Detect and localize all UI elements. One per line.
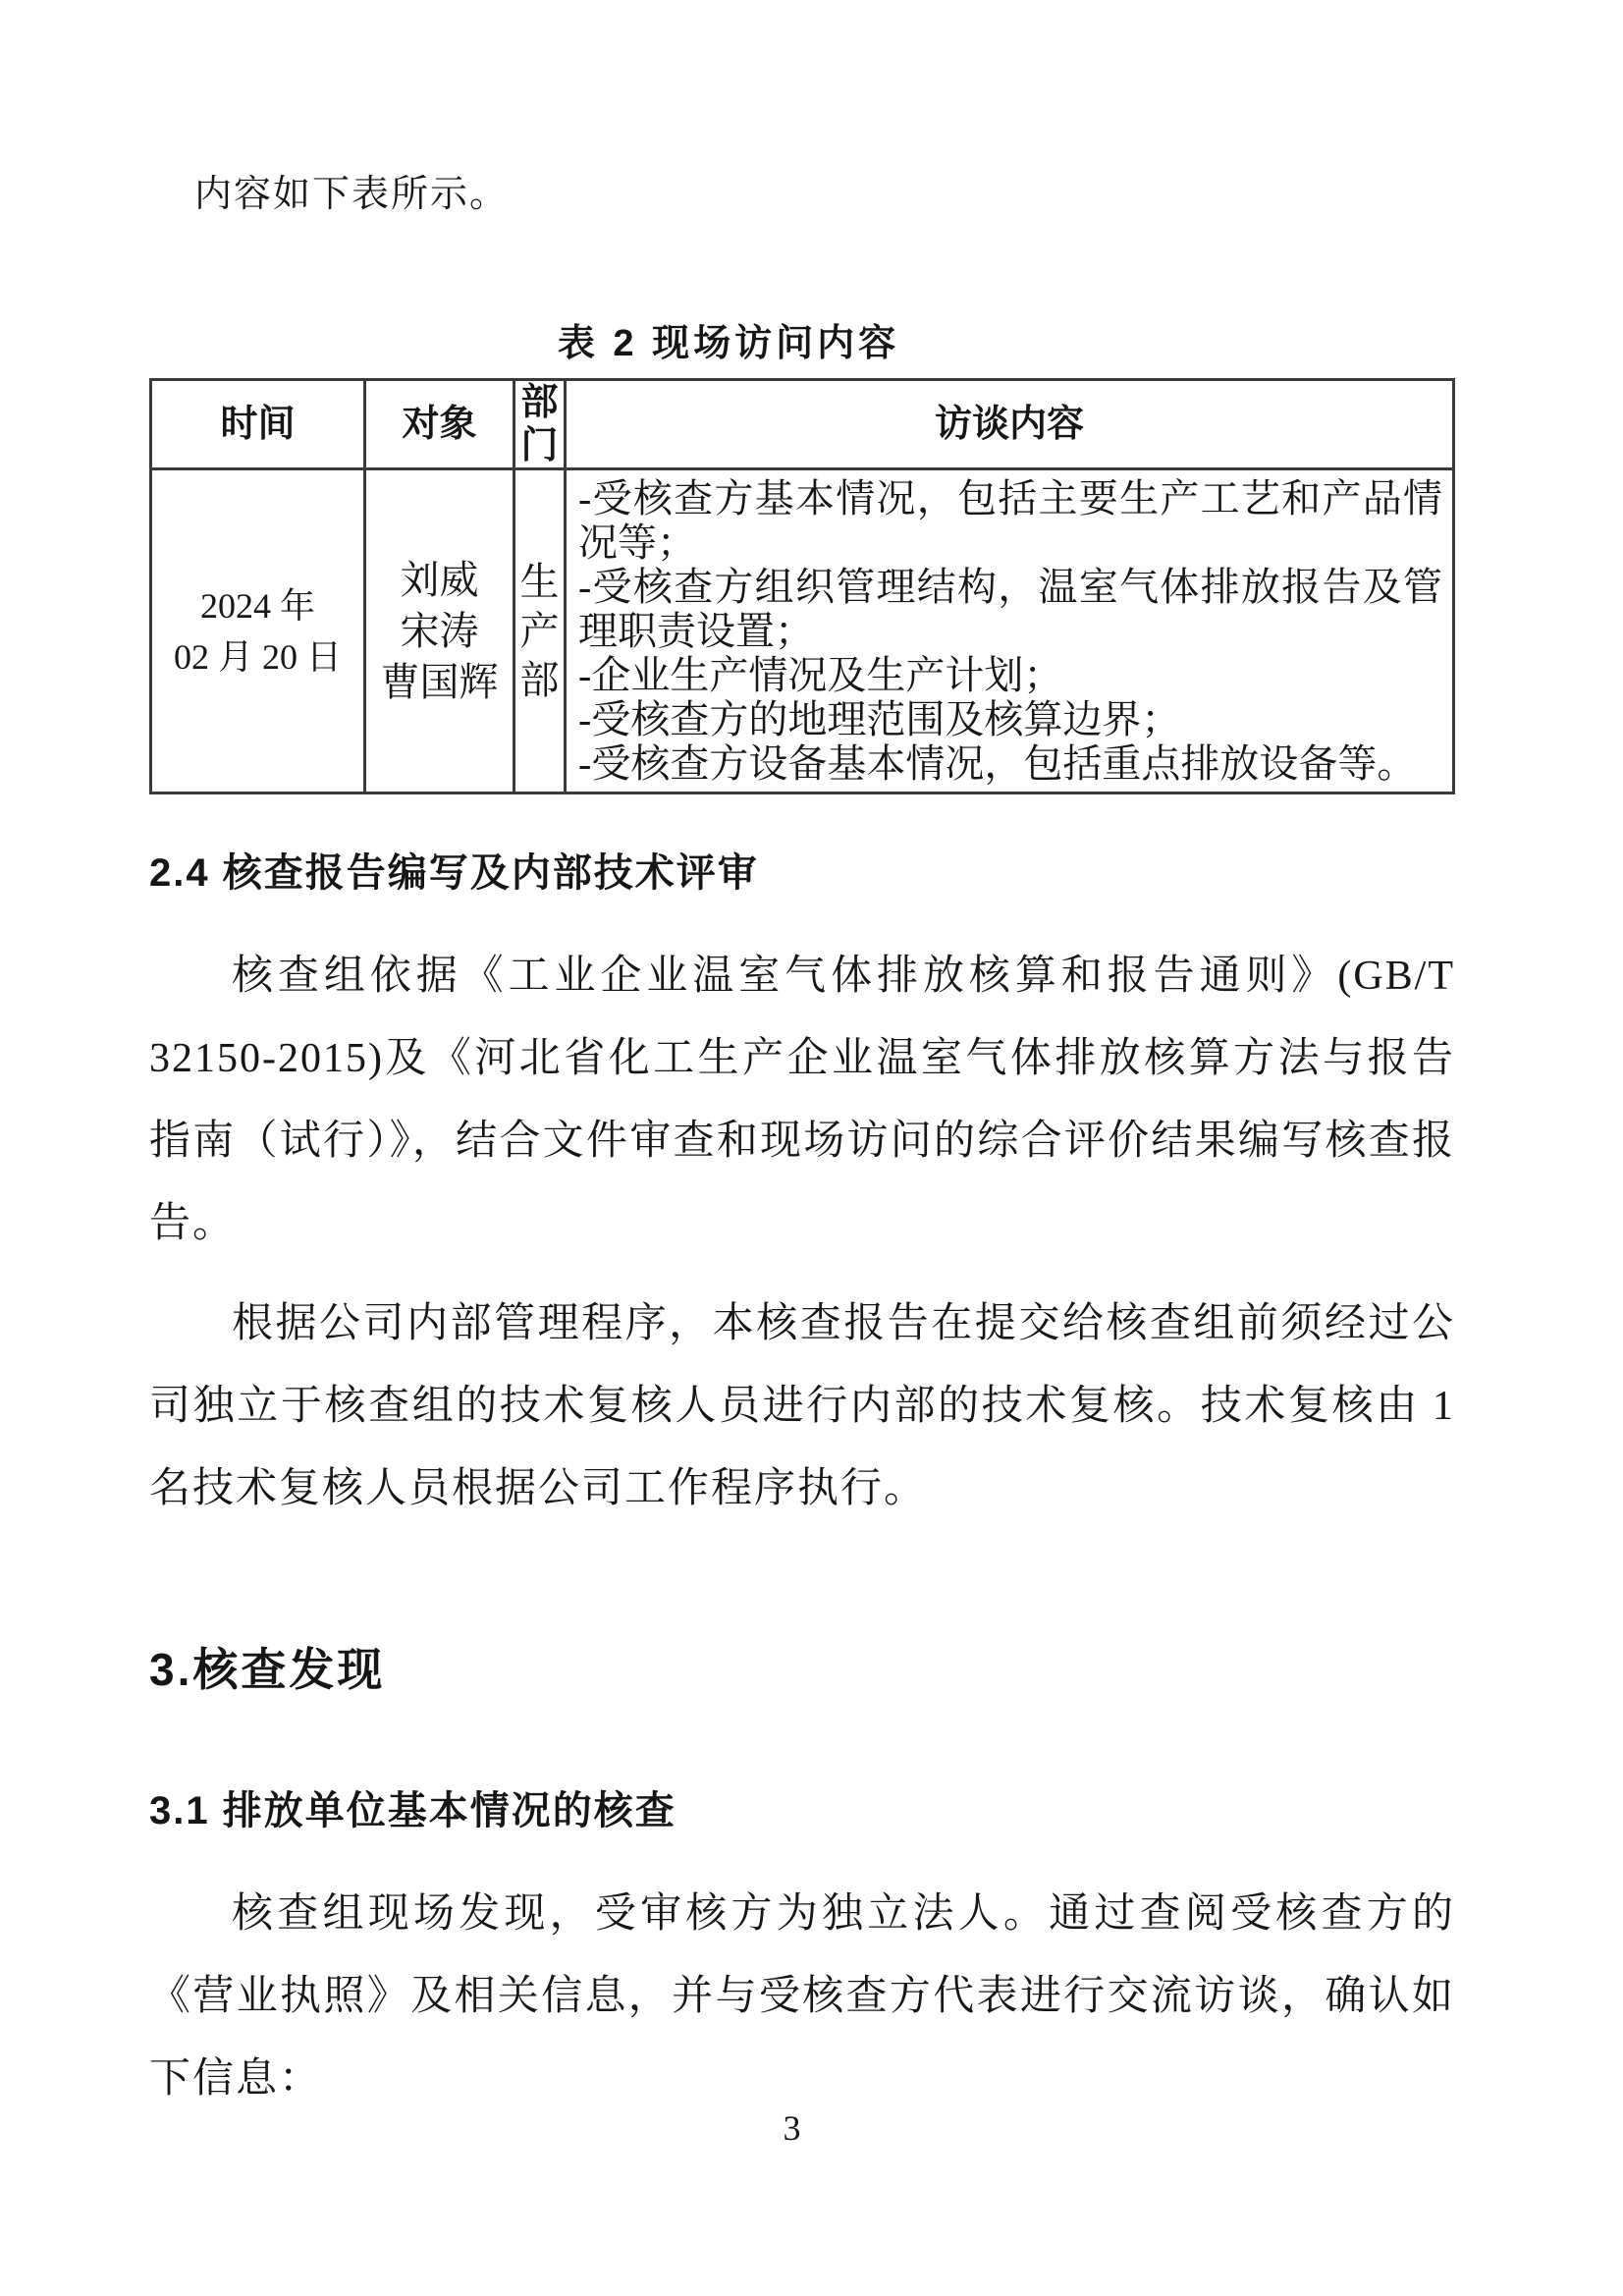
section-3-1-heading: 3.1 排放单位基本情况的核查 (149, 1789, 676, 1832)
table-caption-row (149, 312, 1455, 366)
interview-item: -受核查方基本情况，包括主要生产工艺和产品情况等； (578, 476, 1442, 565)
time-line: 02 月 20 日 (173, 636, 342, 677)
subject-name: 宋涛 (400, 608, 479, 653)
subject-name: 刘威 (400, 557, 479, 602)
section-2-4-paragraph-1: 核查组依据《工业企业温室气体排放核算和报告通则》(GB/T 32150-2015)及《河北省化工生产企业温室气体排放核算方法与报告指南（试行）》，结合文件审查和现场访问的综合评价结果编写核查报告。 (149, 954, 1455, 1246)
subject-name: 曹国辉 (380, 659, 499, 704)
table-header-row (151, 380, 1454, 469)
section-2-4-heading: 2.4 核查报告编写及内部技术评审 (149, 851, 759, 895)
cell-subjects (365, 469, 514, 793)
cell-interview-content (566, 469, 1454, 793)
header-cell-department: 部门 (514, 380, 566, 469)
interview-item: -受核查方的地理范围及核算边界； (578, 697, 1181, 741)
header-cell-time: 时间 (151, 380, 365, 469)
section-3-heading: 3.核查发现 (149, 1644, 386, 1695)
cell-department: 生产部 (514, 469, 566, 793)
cell-time (151, 469, 365, 793)
header-cell-content: 访谈内容 (566, 380, 1454, 469)
intro-text: 内容如下表所示。 (194, 174, 510, 215)
interview-item: -企业生产情况及生产计划； (578, 653, 1063, 697)
section-2-4-paragraph-2: 根据公司内部管理程序，本核查报告在提交给核查组前须经过公司独立于核查组的技术复核人员进行内部的技术复核。技术复核由 1 名技术复核人员根据公司工作程序执行。 (149, 1301, 1455, 1511)
time-line: 2024 年 (199, 585, 315, 626)
header-cell-subject: 对象 (365, 380, 514, 469)
interview-item: -受核查方设备基本情况，包括重点排放设备等。 (578, 741, 1417, 786)
table-caption: 表 2 现场访问内容 (557, 323, 900, 364)
section-3-1-paragraph-1: 核查组现场发现，受审核方为独立法人。通过查阅受核查方的《营业执照》及相关信息，并与受核查方代表进行交流访谈，确认如下信息： (149, 1891, 1455, 2102)
table-row (151, 469, 1454, 793)
site-visit-table (149, 378, 1455, 794)
page-number: 3 (783, 2108, 801, 2148)
interview-item: -受核查方组织管理结构，温室气体排放报告及管理职责设置； (578, 565, 1442, 653)
